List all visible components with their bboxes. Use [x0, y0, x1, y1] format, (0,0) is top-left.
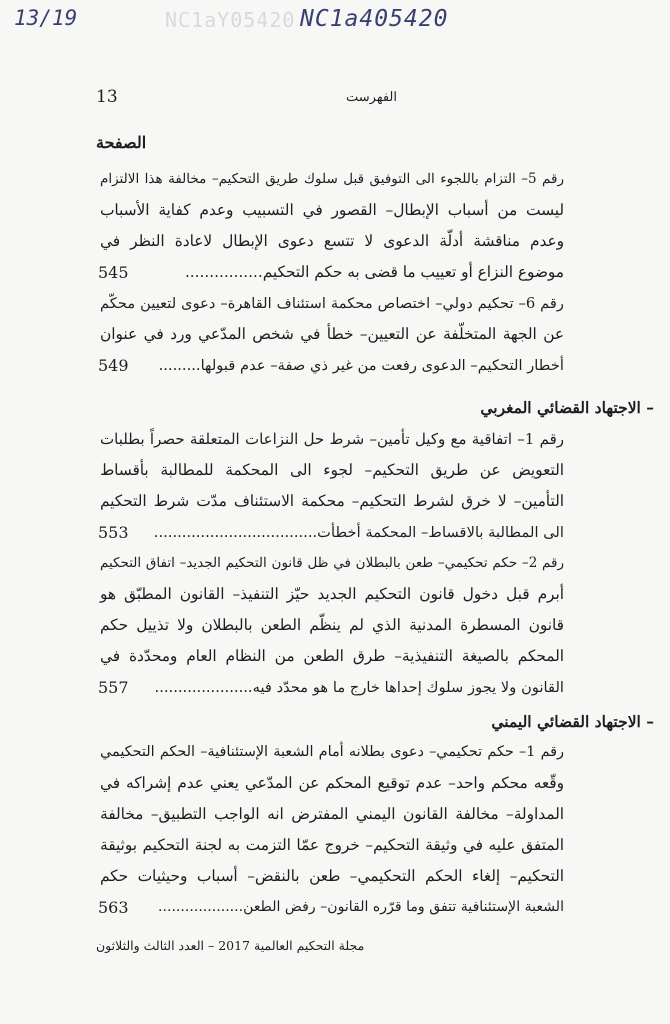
toc-page-number: 545	[98, 263, 129, 282]
toc-entry-line: عن الجهة المتخلّفة عن التعيين– خطأ في شخص المدّعي ورد في عنوان	[100, 325, 564, 343]
toc-entry-line: موضوع النزاع أو تعييب ما قضى به حكم التحكيم................ 545	[100, 257, 564, 288]
page-number: 13	[96, 87, 118, 107]
running-head: الفهرست	[346, 90, 397, 105]
toc-entry-line: قانون المسطرة المدنية الذي لم ينظّم الطعن بالبطلان ولا تذييل حكم	[100, 616, 564, 634]
section-title: – الاجتهاد القضائي المغربي	[480, 398, 654, 417]
toc-entry-line: رقم 1– حكم تحكيمي– دعوى بطلانه أمام الشعبة الإستئنافية– الحكم التحكيمي	[100, 744, 564, 760]
toc-entry-line: التعويض عن طريق التحكيم– لجوء الى المحكمة للمطالبة بأقساط	[100, 461, 564, 479]
toc-entry-line: المداولة– مخالفة القانون اليمني المفترض انه الواجب التطبيق– مخالفة	[100, 805, 564, 823]
page-column-header: الصفحة	[96, 133, 147, 152]
toc-page-number: 549	[98, 356, 129, 375]
toc-entry-line: التحكيم– إلغاء الحكم التحكيمي– طعن بالنقض– أسباب وحيثيات حكم	[100, 867, 564, 885]
toc-entry-line: الشعبة الإستئنافية تتفق وما قرّره القانون– رفض الطعن................... 563	[100, 892, 564, 923]
section-title: – الاجتهاد القضائي اليمني	[491, 712, 654, 731]
toc-entry-line: وقّعه محكم واحد– عدم توقيع المحكم عن المدّعي يعني عدم إشراكه في	[100, 774, 564, 792]
toc-entry	[100, 424, 564, 548]
toc-entry-line: القانون ولا يجوز سلوك إحداها خارج ما هو محدّد فيه..................... 557	[100, 672, 564, 703]
toc-page-number: 557	[98, 678, 129, 697]
toc-entry	[100, 288, 564, 381]
toc-entry-line: المتفق عليه في وثيقة التحكيم– خروج عمّا التزمت به لجنة التحكيم بوثيقة	[100, 836, 564, 854]
toc-entry-line: الى المطالبة بالاقساط– المحكمة أخطأت................................... 553	[100, 517, 564, 548]
toc-entry-line: أبرم قبل دخول قانون التحكيم الجديد حيّز التنفيذ– القانون المطبّق هو	[100, 585, 564, 603]
handwritten-document-code: NC1a405420	[300, 6, 449, 32]
toc-entry	[100, 737, 564, 923]
page-footer: مجلة التحكيم العالمية 2017 – العدد الثالث والثلاثون	[96, 938, 365, 953]
toc-entry	[100, 548, 564, 703]
toc-page-number: 553	[98, 523, 129, 542]
toc-page-number: 563	[98, 898, 129, 917]
toc-entry-line: رقم 1– اتفاقية مع وكيل تأمين– شرط حل النزاعات المتعلقة حصراً بطلبات	[100, 430, 564, 448]
toc-entry-line: المحكم بالصيغة التنفيذية– طرق الطعن من النظام العام ومحدّدة في	[100, 647, 564, 665]
toc-entry-line: أخطار التحكيم– الدعوى رفعت من غير ذي صفة– عدم قبولها......... 549	[100, 350, 564, 381]
toc-entry-line: التأمين– لا خرق لشرط التحكيم– محكمة الاستئناف مدّت شرط التحكيم	[100, 492, 564, 510]
toc-entry	[100, 164, 564, 288]
toc-entry-line: وعدم مناقشة أدلّة الدعوى لا تتسع دعوى الإبطال لاعادة النظر في	[100, 232, 564, 250]
toc-entry-line: رقم 6– تحكيم دولي– اختصاص محكمة استئناف القاهرة– دعوى لتعيين محكّم	[100, 295, 564, 312]
toc-entry-line: رقم 5– التزام باللجوء الى التوفيق قبل سلوك طريق التحكيم– مخالفة هذا الالتزام	[100, 171, 564, 187]
toc-entry-line: ليست من أسباب الإبطال– القصور في التسبيب وعدم كفاية الأسباب	[100, 201, 564, 219]
handwritten-page-mark: 13/19	[14, 6, 78, 30]
bleed-through-mark: NC1aY05420	[165, 8, 296, 32]
toc-entry-line: رقم 2– حكم تحكيمي– طعن بالبطلان في ظل قانون التحكيم الجديد– اتفاق التحكيم	[100, 555, 564, 571]
